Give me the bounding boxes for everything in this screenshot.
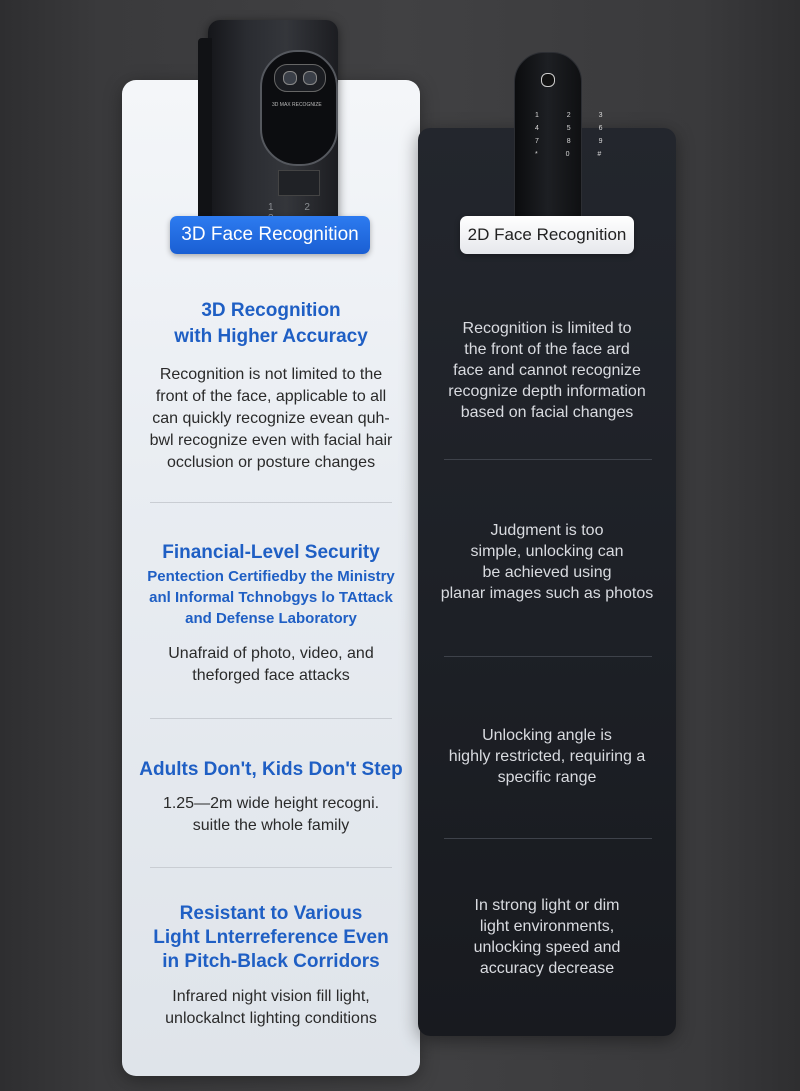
3d-face-recognition-badge: 3D Face Recognition [170, 216, 370, 254]
divider [444, 656, 652, 657]
feature-subtitle: Pentection Certifiedby the Ministry anl Informal Tchnobgys lo TAttack and Defense Laboratory [147, 568, 395, 627]
feature-title: Financial-Level Security [162, 542, 380, 563]
keypad-digits: 1 2 3 4 5 7 8 * 0 [535, 112, 611, 158]
feature-security [122, 540, 420, 687]
product-label [278, 170, 320, 196]
camera-icon [541, 73, 555, 87]
feature-title: Resistant to Various Light Lnterreference Even in Pitch-Black Corridors [153, 903, 389, 972]
feature-description: Recognition is not limited to the front of the face, applicable to all can quickly recognize evean quh- bwl recognize even with facial hair occlusion or posture changes [149, 366, 393, 471]
camera-lens-icon [283, 71, 297, 85]
divider [150, 867, 392, 868]
feature-title: Adults Don't, Kids Don't Step [139, 759, 403, 780]
feature-title: 3D Recognition with Higher Accuracy [174, 300, 368, 347]
lock-side-edge [198, 38, 212, 220]
feature-accuracy [122, 298, 420, 474]
camera-lens-icon [303, 71, 317, 85]
feature-description: 1.25—2m wide height recogni. suitle the whole family [162, 795, 380, 834]
face-camera-window [260, 50, 338, 166]
camera-icon [274, 64, 326, 92]
divider [444, 838, 652, 839]
divider [444, 459, 652, 460]
limitation-depth: Recognition is limited to the front of the face ard face and cannot recognize recognize depth information based on facial changes [448, 320, 646, 421]
lens-caption: 3D MAX RECOGNIZE [272, 102, 322, 108]
2d-smart-lock-image [514, 52, 611, 222]
limitation-judgment: Judgment is too simple, unlocking can be achieved using planar images such as photos [440, 522, 654, 602]
divider [150, 718, 392, 719]
divider [150, 502, 392, 503]
3d-smart-lock-image [208, 20, 338, 220]
limitation-lighting: In strong light or dim light environments, unlocking speed and accuracy decrease [473, 897, 621, 977]
feature-description: Infrared night vision fill light, unlockalnct lighting conditions [165, 988, 377, 1027]
keypad-digits: 1 2 [268, 202, 324, 213]
limitation-angle: Unlocking angle is highly restricted, requiring a specific range [448, 727, 646, 786]
feature-height-range [122, 757, 420, 837]
feature-description: Unafraid of photo, video, and theforged face attacks [168, 645, 374, 684]
2d-face-recognition-badge: 2D Face Recognition [460, 216, 634, 254]
feature-light-resistance [122, 902, 420, 1030]
